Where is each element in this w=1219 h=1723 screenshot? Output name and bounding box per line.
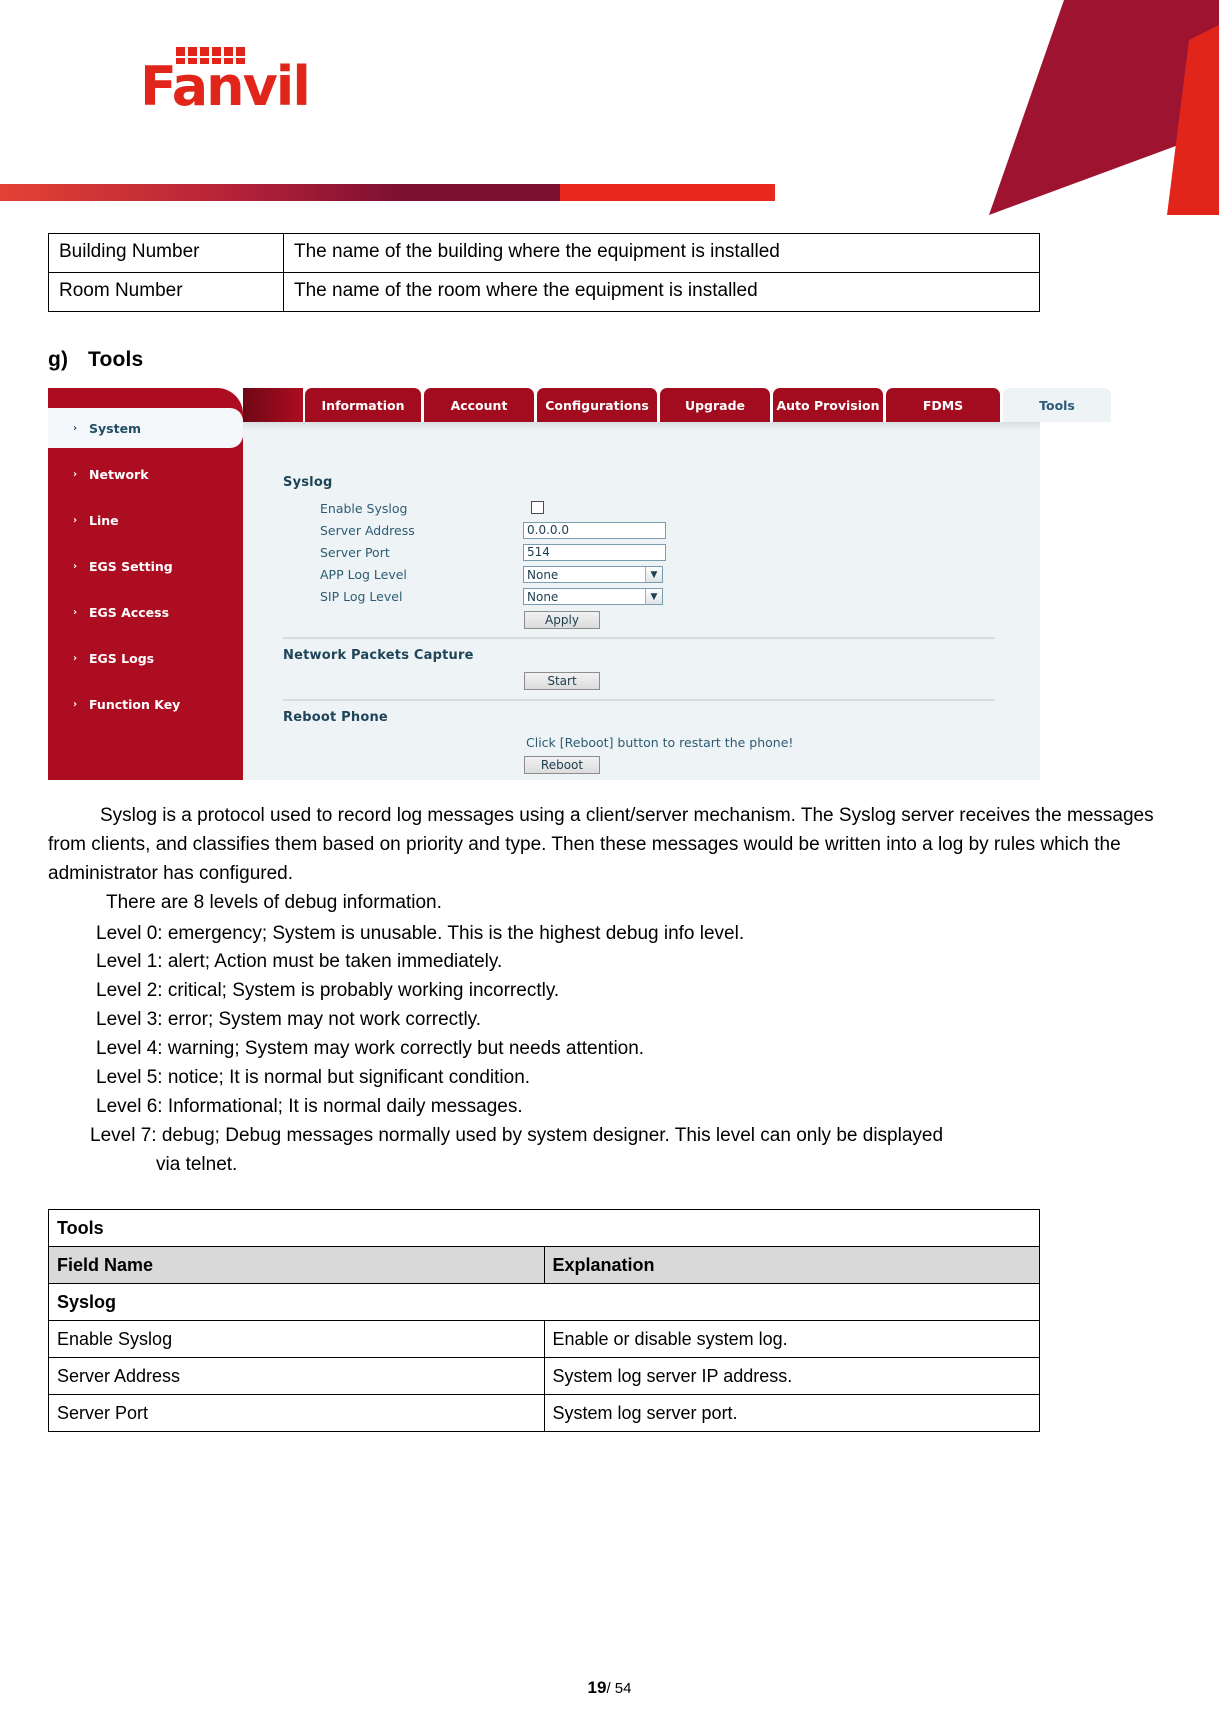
server-port-input[interactable]: 514 [523,544,666,561]
sidebar-item-egs-logs[interactable] [48,638,243,678]
explanation-cell: The name of the building where the equipment is installed [284,234,1040,273]
field-name-cell: Enable Syslog [49,1321,545,1358]
chevron-right-icon: › [73,468,78,480]
list-item: Level 2: critical; System is probably working incorrectly. [96,980,560,1002]
sip-log-level-select[interactable] [523,588,663,605]
divider [283,699,995,701]
table-header-row [49,1247,1040,1284]
table-title-row [49,1210,1040,1247]
packets-capture-group-title: Network Packets Capture [283,648,474,663]
table-subheader-row [49,1284,1040,1321]
tab-label: Auto Provision [776,397,880,413]
tools-reference-table-wrap [48,1209,1173,1432]
sidebar-item-egs-access[interactable] [48,592,243,632]
paragraph-1: Syslog is a protocol used to record log messages using a client/server mechanism. The Syslog server receives the messages from clients, and classifies them based on priority and type. Then these messages would be written into a log by rules which the administrator has configured. [48,805,1154,884]
sidebar-item-label: Network [89,466,149,482]
section-heading [48,348,1173,372]
tab-label: Configurations [545,397,649,413]
sidebar-item-label: EGS Setting [89,558,173,574]
paragraph-2: There are 8 levels of debug information. [106,891,442,913]
header-rule [0,184,775,201]
building-room-table [48,233,1040,312]
section-marker: g) [48,348,69,371]
start-capture-button[interactable]: Start [524,672,600,690]
enable-syslog-checkbox[interactable] [531,501,544,514]
reboot-hint-text: Click [Reboot] button to restart the phone! [526,735,794,750]
corner-decoration [759,0,1219,215]
tab-auto-provision[interactable] [773,388,883,422]
debug-level-list [48,920,1173,1180]
webui-content-panel [243,422,1040,780]
table-row [49,1358,1040,1395]
svg-text:Fanvil: Fanvil [140,55,309,115]
chevron-right-icon: › [73,606,78,618]
sidebar-item-function-key[interactable] [48,684,243,724]
reboot-phone-group-title: Reboot Phone [283,710,388,725]
tab-label: Account [450,397,508,413]
chevron-right-icon: › [73,698,78,710]
header-field-name: Field Name [49,1247,545,1284]
tab-configurations[interactable] [537,388,657,422]
list-item: Level 0: emergency; System is unusable. This is the highest debug info level. [96,922,745,944]
explanation-cell: Enable or disable system log. [544,1321,1040,1358]
chevron-down-icon: ▼ [645,567,662,582]
web-ui-screenshot [48,388,1075,780]
list-item: Level 6: Informational; It is normal daily messages. [96,1095,523,1117]
fanvil-logo [140,47,340,115]
enable-syslog-label: Enable Syslog [320,501,408,516]
list-item: Level 5: notice; It is normal but significant condition. [96,1066,531,1088]
explanation-cell: System log server IP address. [544,1358,1040,1395]
list-item: Level 3: error; System may not work correctly. [96,1009,482,1031]
chevron-right-icon: › [73,560,78,572]
sidebar-item-label: System [89,420,142,436]
chevron-down-icon: ▼ [645,589,662,604]
chevron-right-icon: › [73,422,78,434]
table-row [49,273,1040,312]
page-content [48,233,1173,1432]
sip-log-level-value: None [527,589,559,604]
list-item: Level 4: warning; System may work correctly but needs attention. [96,1038,645,1059]
apply-button[interactable]: Apply [524,611,600,629]
syslog-group-title: Syslog [283,475,333,490]
list-item-continuation: via telnet. [156,1153,238,1175]
sidebar-item-egs-setting[interactable] [48,546,243,586]
tools-table-subheader: Syslog [49,1284,1040,1321]
section-title: Tools [88,348,144,371]
server-address-label: Server Address [320,523,415,538]
table-row [49,1395,1040,1432]
field-name-cell: Server Port [49,1395,545,1432]
tools-table-title: Tools [49,1210,1040,1247]
sidebar-item-label: EGS Logs [89,650,155,666]
sidebar-item-label: Function Key [89,696,181,712]
tab-fdms[interactable] [886,388,1000,422]
tab-upgrade[interactable] [660,388,770,422]
syslog-description [48,802,1173,889]
tools-reference-table [48,1209,1040,1432]
sidebar-item-network[interactable] [48,454,243,494]
tab-account[interactable] [424,388,534,422]
tab-label: Tools [1039,397,1075,413]
chevron-right-icon: › [73,514,78,526]
table-row [49,1321,1040,1358]
sidebar-item-line[interactable] [48,500,243,540]
reboot-button[interactable]: Reboot [524,756,600,774]
server-address-input[interactable]: 0.0.0.0 [523,522,666,539]
sip-log-level-label: SIP Log Level [320,589,403,604]
tab-tools[interactable] [1003,388,1111,422]
field-name-cell: Building Number [49,234,284,273]
page-header [0,0,1219,215]
list-item: Level 7: debug; Debug messages normally used by system designer. This level can only be displayed [90,1124,944,1146]
app-log-level-value: None [527,567,559,582]
tabstrip-gradient [243,388,303,422]
tab-label: FDMS [922,397,964,413]
app-log-level-label: APP Log Level [320,567,407,582]
webui-tab-strip [243,388,1075,422]
field-name-cell: Server Address [49,1358,545,1395]
server-port-label: Server Port [320,545,390,560]
explanation-cell: System log server port. [544,1395,1040,1432]
chevron-right-icon: › [73,652,78,664]
sidebar-item-system[interactable] [48,408,243,448]
sidebar-item-label: EGS Access [89,604,170,620]
divider [283,637,995,639]
sidebar-item-label: Line [89,512,119,528]
field-name-cell: Room Number [49,273,284,312]
page-footer [0,1678,1219,1698]
tab-information[interactable] [305,388,421,422]
table-row [49,234,1040,273]
page-number: 19 [587,1678,607,1697]
tab-label: Information [321,397,405,413]
page-total: / 54 [606,1680,632,1697]
webui-sidebar [48,388,243,780]
app-log-level-select[interactable] [523,566,663,583]
tools-form [243,422,1040,780]
list-item: Level 1: alert; Action must be taken immediately. [96,951,503,973]
header-explanation: Explanation [544,1247,1040,1284]
tab-label: Upgrade [684,397,746,413]
explanation-cell: The name of the room where the equipment is installed [284,273,1040,312]
